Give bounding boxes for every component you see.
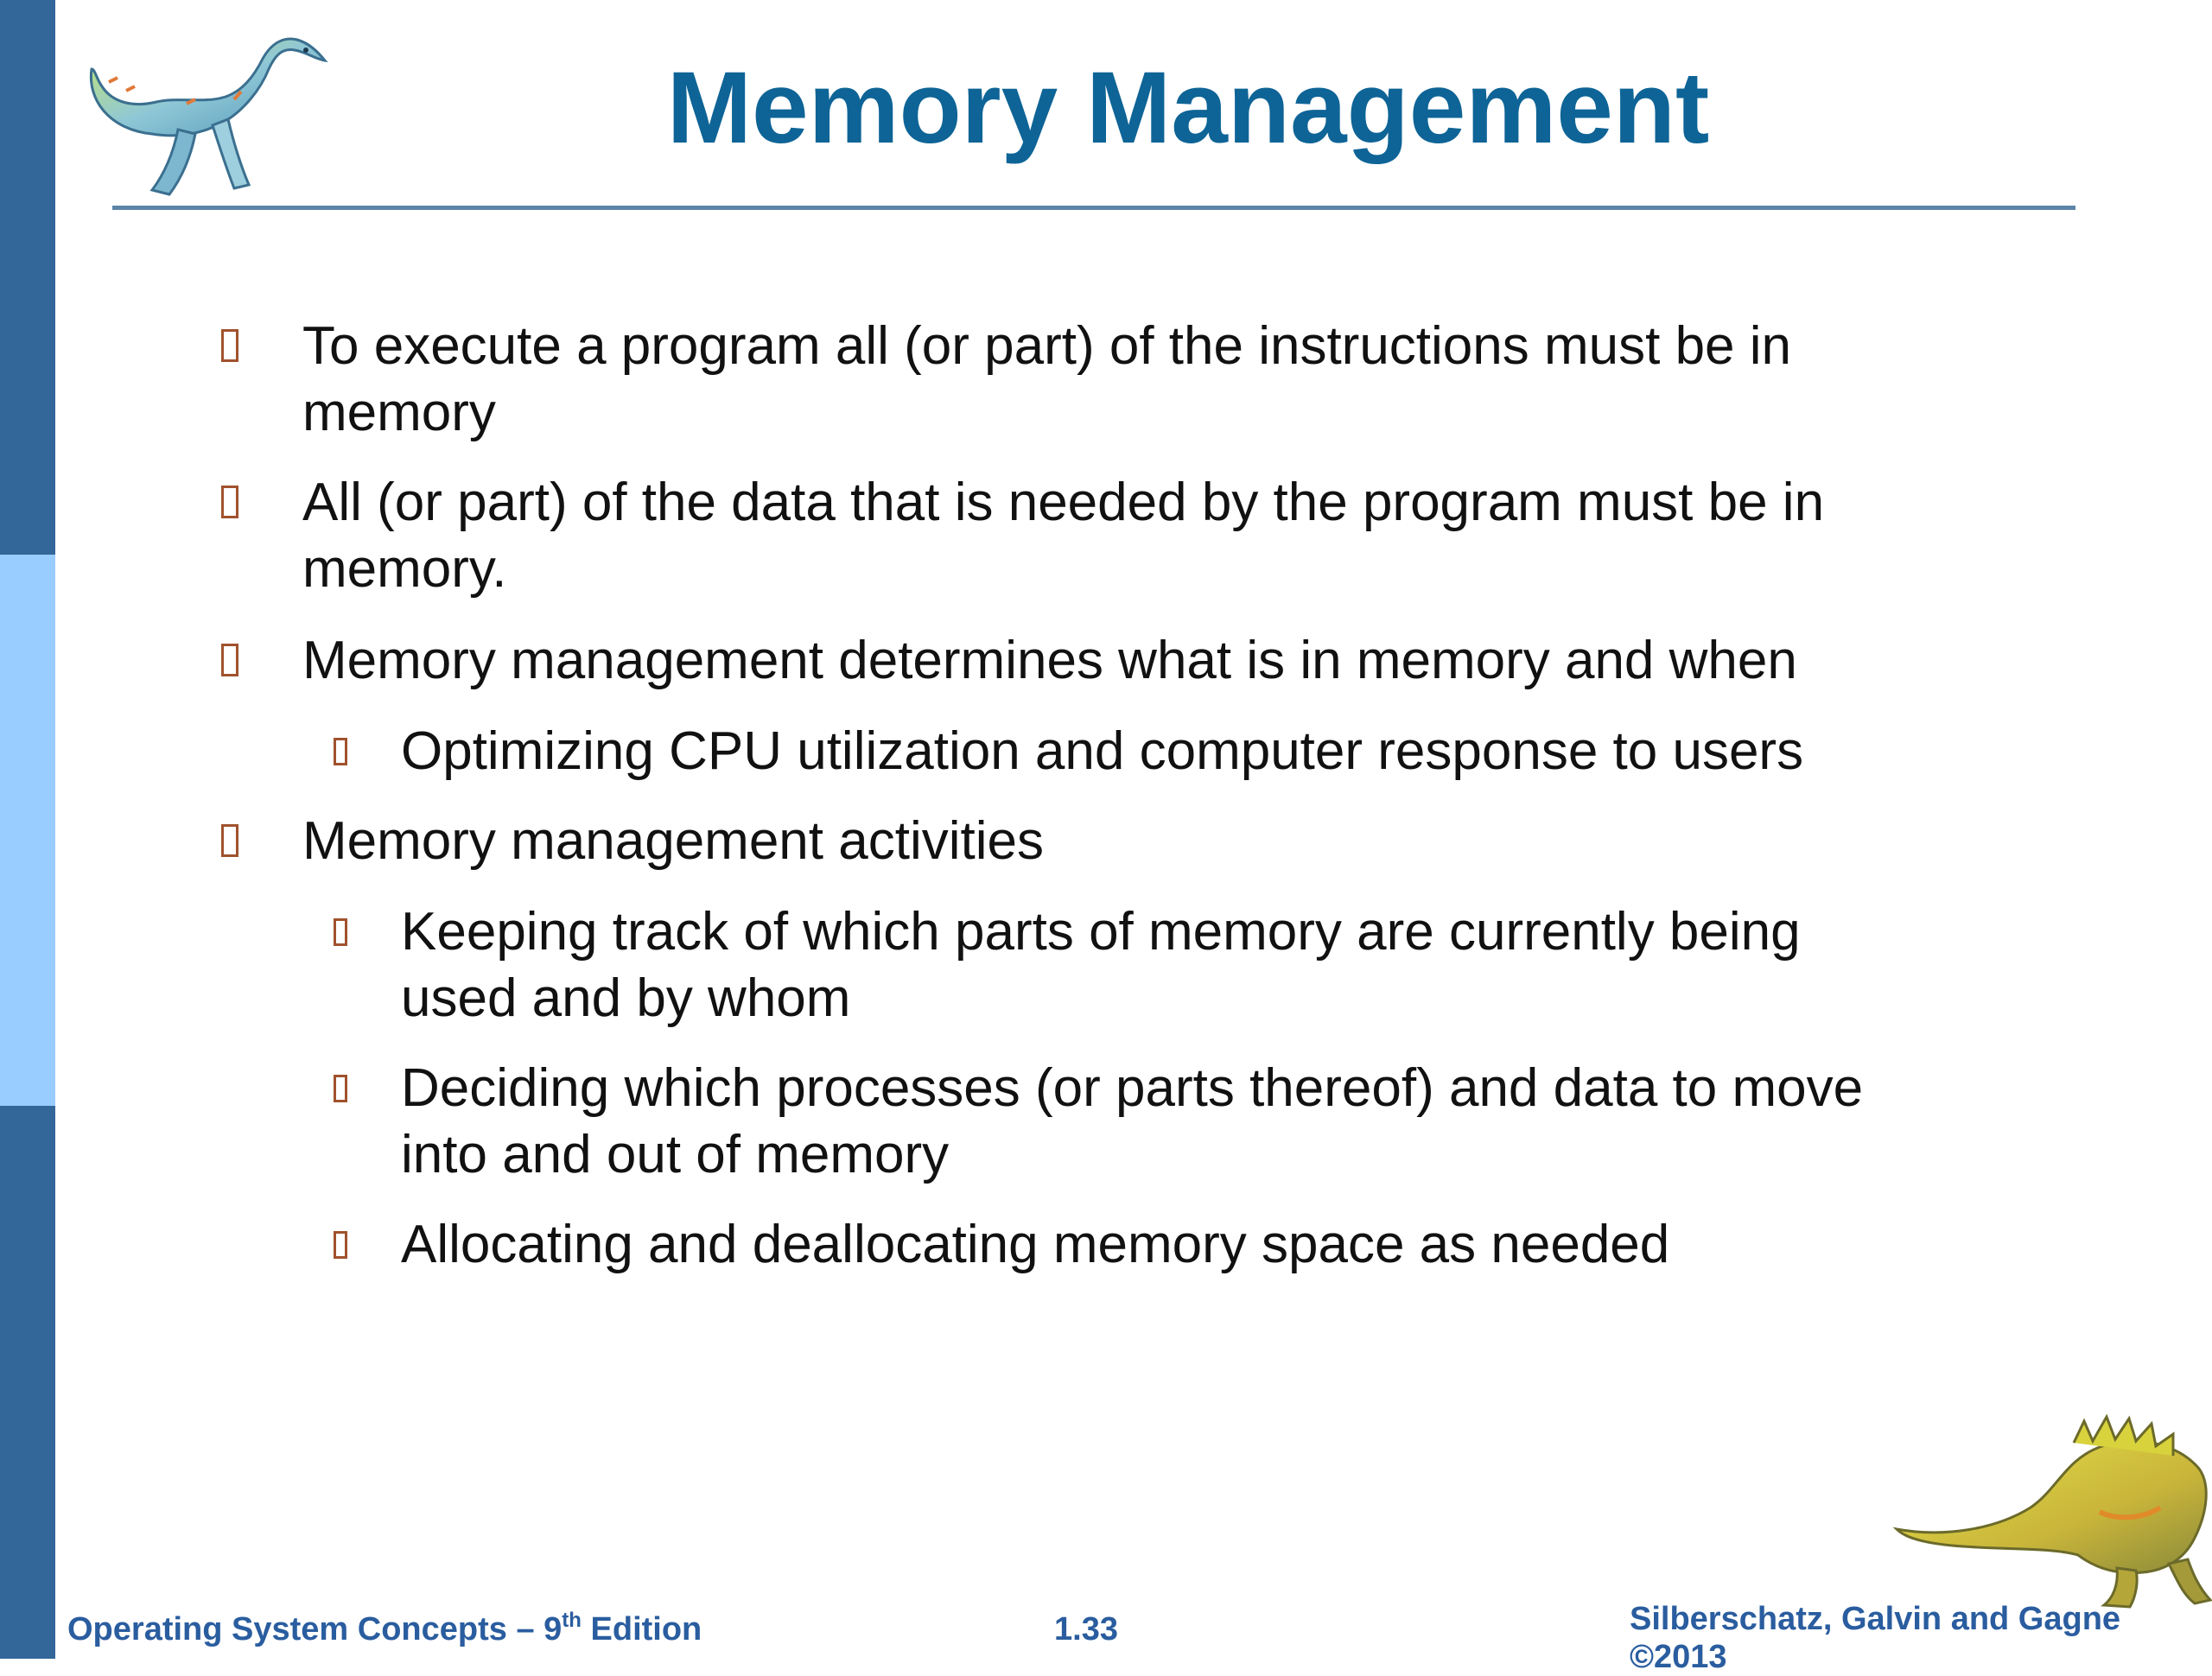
footer-copyright: Silberschatz, Galvin and Gagne ©2013	[1630, 1601, 2121, 1675]
sub-bullet-item: Deciding which processes (or parts thereof) and data to move into and out of memory	[401, 1058, 1864, 1184]
sub-bullet-icon	[334, 918, 347, 946]
title-divider	[112, 206, 2075, 210]
sidebar-middle-segment	[0, 555, 55, 1106]
bullet-item: To execute a program all (or part) of the instructions must be in memory	[302, 316, 1792, 442]
bullet-icon	[221, 329, 238, 362]
dinosaur-standing-icon	[83, 17, 342, 207]
footer-book-title-sup: th	[562, 1609, 582, 1632]
footer-book-title-prefix: Operating System Concepts – 9	[67, 1611, 563, 1647]
bullet-icon	[221, 644, 238, 676]
slide-sidebar	[0, 0, 55, 1659]
footer-page-number: 1.33	[1054, 1611, 1118, 1647]
slide-title: Memory Management	[666, 51, 1710, 165]
bullet-icon	[221, 824, 238, 857]
footer-book-title	[67, 1610, 702, 1648]
bullet-item: Memory management determines what is in memory and when	[302, 631, 1797, 690]
dinosaur-crouching-icon	[1892, 1408, 2212, 1611]
sub-bullet-item: Allocating and deallocating memory space as needed	[401, 1215, 1670, 1274]
sub-bullet-item: Keeping track of which parts of memory are currently being used and by whom	[401, 902, 1801, 1028]
sub-bullet-icon	[334, 738, 347, 765]
sub-bullet-item: Optimizing CPU utilization and computer response to users	[401, 721, 1804, 781]
footer-book-title-suffix: Edition	[581, 1611, 702, 1647]
bullet-item: Memory management activities	[302, 811, 1044, 871]
bullet-item: All (or part) of the data that is needed by the program must be in memory.	[302, 473, 1825, 599]
bullet-icon	[221, 486, 238, 518]
sidebar-top-segment	[0, 0, 55, 555]
sub-bullet-icon	[334, 1075, 347, 1102]
sub-bullet-icon	[334, 1231, 347, 1259]
sidebar-bottom-segment	[0, 1106, 55, 1659]
